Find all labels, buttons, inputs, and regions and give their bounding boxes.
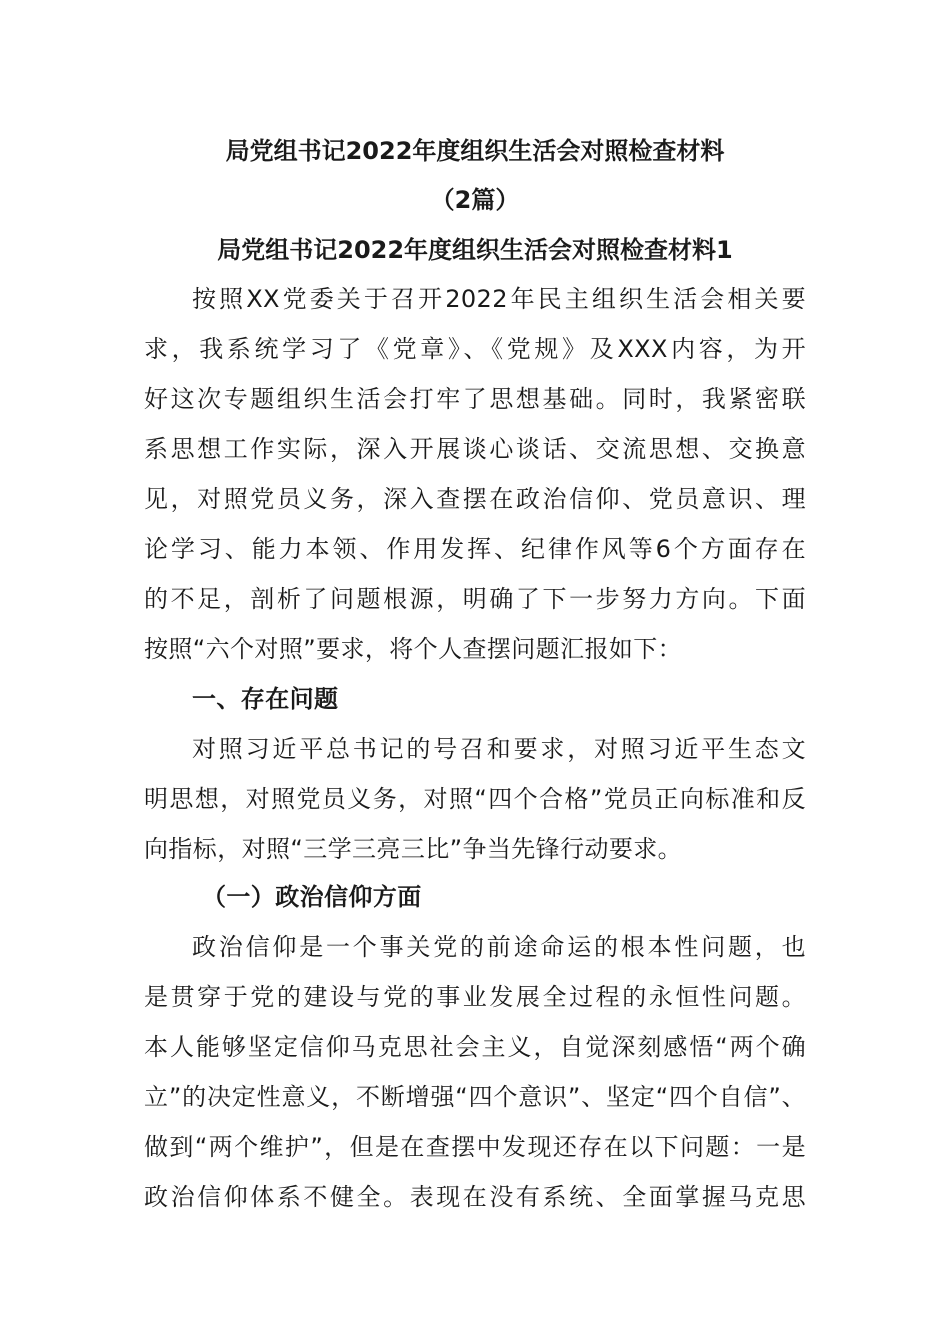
paragraph-line: 是贯穿于党的建设与党的事业发展全过程的永恒性问题。 xyxy=(144,983,806,1011)
paragraph-line: 政治信仰体系不健全。表现在没有系统、全面掌握马克思 xyxy=(144,1183,806,1211)
paragraph-line: 按照XX党委关于召开2022年民主组织生活会相关要 xyxy=(192,285,806,313)
paragraph-line: 论学习、能力本领、作用发挥、纪律作风等6个方面存在 xyxy=(144,535,806,563)
paragraph-line: 系思想工作实际，深入开展谈心谈话、交流思想、交换意 xyxy=(144,435,806,463)
paragraph-line: 向指标，对照“三学三亮三比”争当先锋行动要求。 xyxy=(144,835,683,863)
document-title: 局党组书记2022年度组织生活会对照检查材料 xyxy=(225,137,725,165)
paragraph-line: 做到“两个维护”，但是在查摆中发现还存在以下问题：一是 xyxy=(144,1133,806,1161)
paragraph-line: 明思想，对照党员义务，对照“四个合格”党员正向标准和反 xyxy=(144,785,806,813)
paragraph-line: 本人能够坚定信仰马克思社会主义，自觉深刻感悟“两个确 xyxy=(144,1033,806,1061)
document-title-count: （2篇） xyxy=(430,186,520,214)
paragraph-line: 对照习近平总书记的号召和要求，对照习近平生态文 xyxy=(192,735,806,763)
paragraph-line: 立”的决定性意义，不断增强“四个意识”、坚定“四个自信”、 xyxy=(144,1083,806,1111)
document-subtitle: 局党组书记2022年度组织生活会对照检查材料1 xyxy=(217,236,733,264)
paragraph-line: 政治信仰是一个事关党的前途命运的根本性问题，也 xyxy=(192,933,806,961)
paragraph-line: 求，我系统学习了《党章》、《党规》及XXX内容，为开 xyxy=(144,335,806,363)
paragraph-line: 见，对照党员义务，深入查摆在政治信仰、党员意识、理 xyxy=(144,485,806,513)
paragraph-line: 按照“六个对照”要求，将个人查摆问题汇报如下： xyxy=(144,635,683,663)
paragraph-line: 好这次专题组织生活会打牢了思想基础。同时，我紧密联 xyxy=(144,385,806,413)
subsection-heading: （一）政治信仰方面 xyxy=(202,883,422,911)
paragraph-line: 的不足，剖析了问题根源，明确了下一步努力方向。下面 xyxy=(144,585,806,613)
section-heading: 一、存在问题 xyxy=(192,685,339,713)
